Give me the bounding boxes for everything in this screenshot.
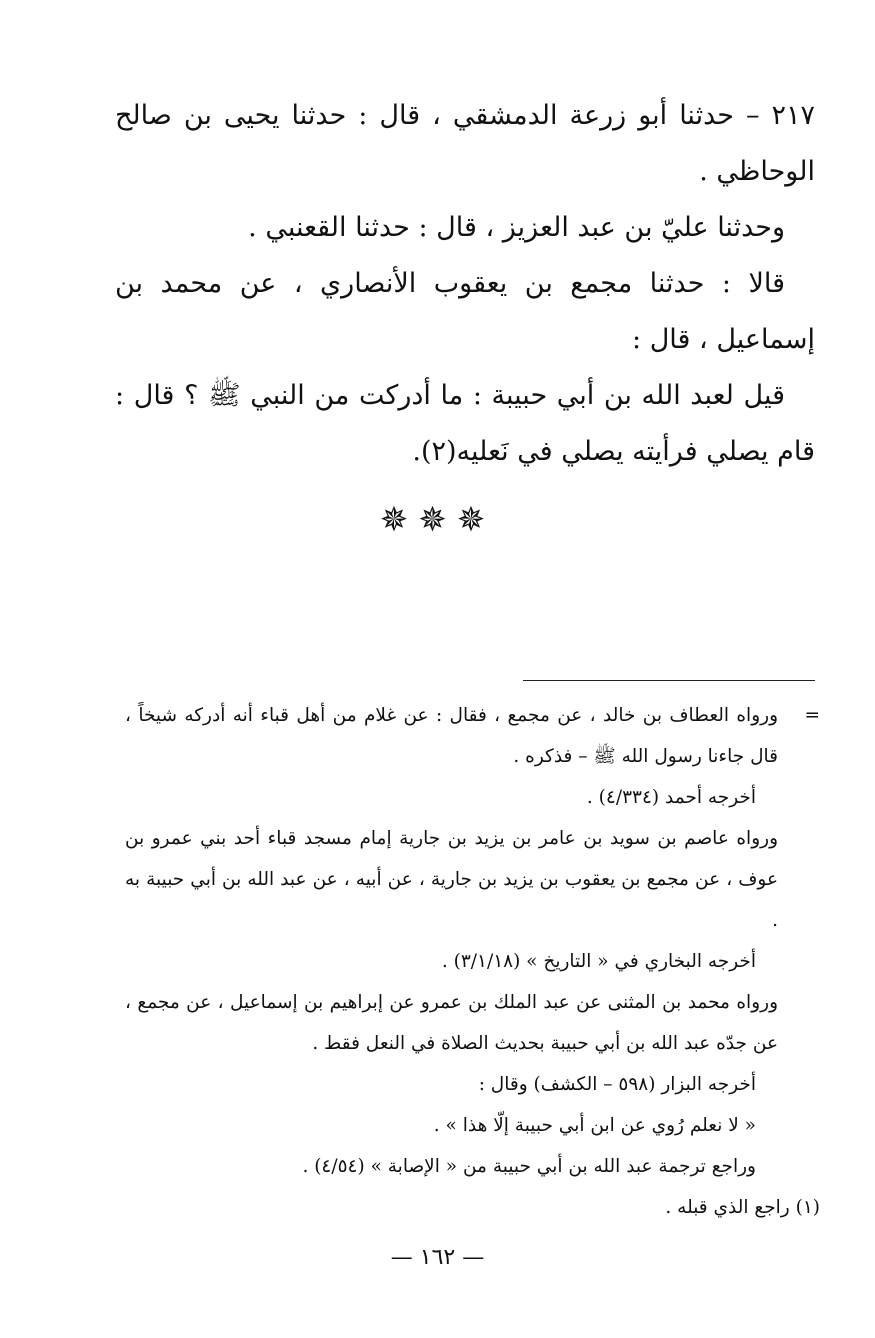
footnote-line: أخرجه البزار (٥٩٨ – الكشف) وقال : (478, 1074, 756, 1095)
footnote-rule (523, 680, 815, 681)
hadith-paragraph: وحدثنا عليّ بن عبد العزيز ، قال : حدثنا القعنبي . (248, 212, 785, 243)
footnote-line: أخرجه أحمد (٤/٣٣٤) . (586, 787, 756, 808)
page-number: — ١٦٢ — (390, 1245, 485, 1270)
footnote-line: وراجع ترجمة عبد الله بن أبي حبيبة من « الإصابة » (٤/٥٤) . (302, 1156, 756, 1177)
hadith-paragraph: ٢١٧ – حدثنا أبو زرعة الدمشقي ، قال : حدثنا يحيى بن صالح الوحاظي . (115, 100, 815, 187)
footnote-text: ورواه العطاف بن خالد ، عن مجمع ، فقال : عن غلام من أهل قباء أنه أدركه شيخاً ، قال جاءنا رسول الله ﷺ – فذكره . (125, 705, 778, 767)
footnotes (125, 695, 820, 1228)
section-separator-stars: ✵✵✵ (379, 500, 496, 540)
hadith-main-text (115, 88, 815, 480)
hadith-paragraph: قالا : حدثنا مجمع بن يعقوب الأنصاري ، عن محمد بن إسماعيل ، قال : (115, 268, 815, 355)
footnote-line: أخرجه البخاري في « التاريخ » (٣/١/١٨) . (441, 951, 756, 972)
continuation-mark: = (804, 705, 820, 726)
hadith-paragraph: قيل لعبد الله بن أبي حبيبة : ما أدركت من النبي ﷺ ؟ قال : قام يصلي فرأيته يصلي في نَعليه(٢). (115, 380, 815, 467)
footnote-line: ورواه عاصم بن سويد بن عامر بن يزيد بن جارية إمام مسجد قباء أحد بني عمرو بن عوف ، عن مجمع بن يعقوب بن يزيد بن جارية ، عن أبيه ، عن عبد الله بن أبي حبيبة به . (125, 828, 778, 931)
footnote-line (125, 695, 820, 777)
footnote-1: (١) راجع الذي قبله . (665, 1197, 820, 1218)
footnote-line: « لا نعلم رُوي عن ابن أبي حبيبة إلّا هذا » . (433, 1115, 756, 1136)
footnote-line: ورواه محمد بن المثنى عن عبد الملك بن عمرو عن إبراهيم بن إسماعيل ، عن مجمع ، عن جدّه عبد الله بن أبي حبيبة بحديث الصلاة في النعل فقط . (125, 992, 778, 1054)
